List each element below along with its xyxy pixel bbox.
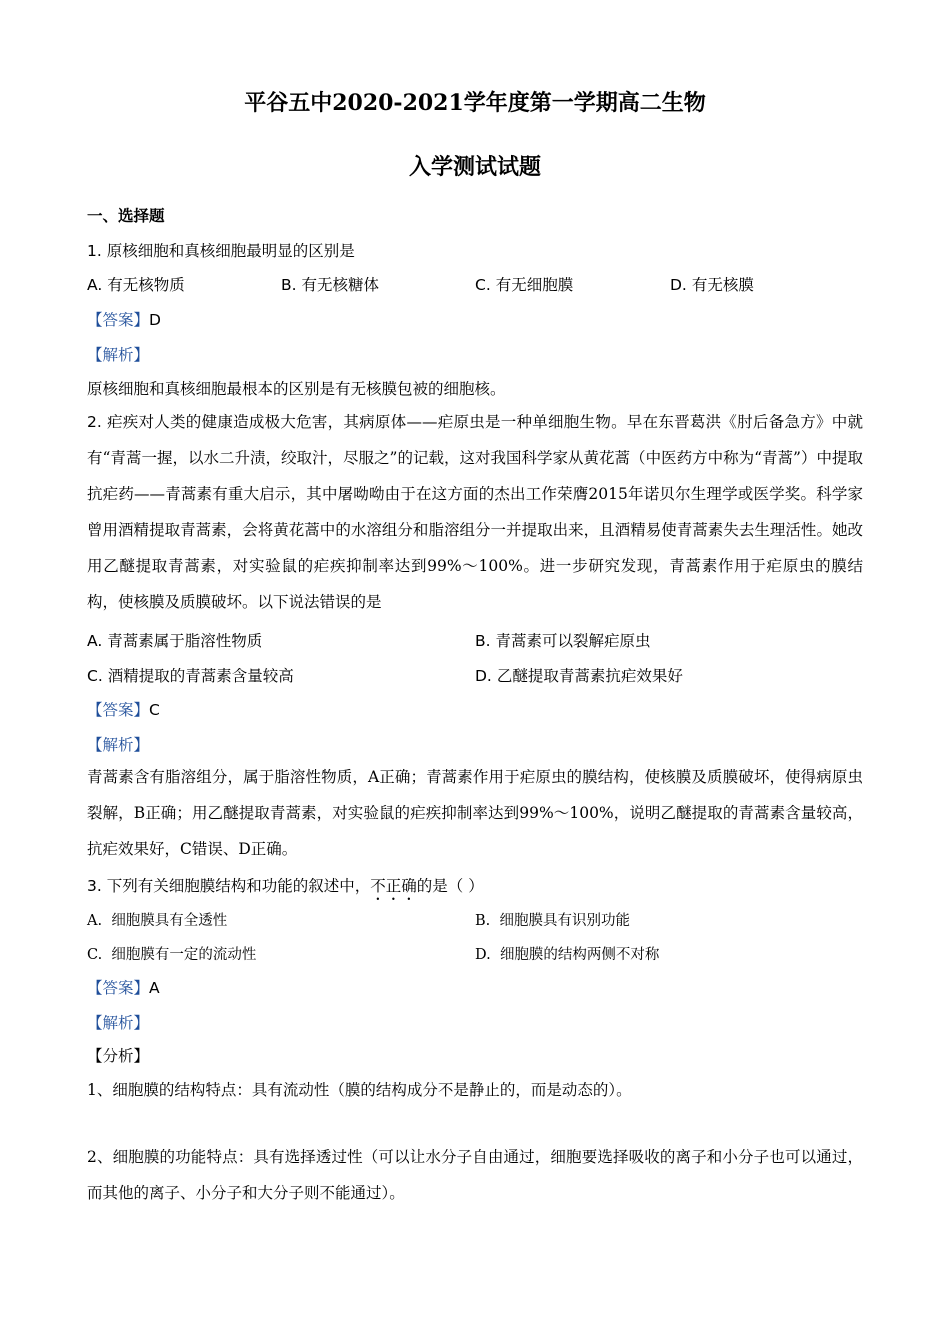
question-number: 1. xyxy=(87,242,102,260)
answer-value: D xyxy=(149,311,161,329)
question-3-analysis-tag xyxy=(87,1012,149,1034)
option-letter: D. xyxy=(670,276,687,294)
option-letter: C. xyxy=(87,947,103,963)
option-letter: B. xyxy=(281,276,297,294)
option-b xyxy=(475,910,630,932)
option-text: 有无核糖体 xyxy=(301,276,380,294)
answer-value: C xyxy=(149,701,160,719)
option-a xyxy=(87,910,227,932)
option-c xyxy=(87,944,256,966)
option-letter: A. xyxy=(87,632,103,650)
answer-tag: 【答案】 xyxy=(87,701,150,719)
question-2-stem xyxy=(87,404,863,620)
question-number: 3. xyxy=(87,877,102,895)
question-3-point-2: 2、细胞膜的功能特点：具有选择透过性（可以让水分子自由通过，细胞要选择吸收的离子和小分子也可以通过，而其他的离子、小分子和大分子则不能通过）。 xyxy=(87,1148,863,1202)
option-letter: C. xyxy=(475,276,491,294)
question-text: 原核细胞和真核细胞最明显的区别是 xyxy=(106,242,355,260)
question-2-analysis: 青蒿素含有脂溶组分，属于脂溶性物质，A正确；青蒿素作用于疟原虫的膜结构，使核膜及质膜破坏，使得病原虫裂解，B正确；用乙醚提取青蒿素，对实验鼠的疟疾抑制率达到99%～100%，说明乙醚提取的青蒿素含量较高，抗疟效果好，C错误、D正确。 xyxy=(87,768,863,858)
option-letter: C. xyxy=(87,667,103,685)
option-text: 细胞膜具有识别功能 xyxy=(499,913,630,929)
option-letter: D. xyxy=(475,667,492,685)
analysis-tag: 【解析】 xyxy=(87,346,150,364)
option-text: 细胞膜的结构两侧不对称 xyxy=(499,947,660,963)
option-text: 有无核膜 xyxy=(691,276,754,294)
answer-value: A xyxy=(149,979,160,997)
section-heading: 一、选择题 xyxy=(87,206,165,225)
question-2-answer xyxy=(87,699,160,721)
option-letter: A. xyxy=(87,913,103,929)
question-text: 下列有关细胞膜结构和功能的叙述中， xyxy=(106,877,371,895)
option-letter: D. xyxy=(475,947,491,963)
question-text: 疟疾对人类的健康造成极大危害，其病原体——疟原虫是一种单细胞生物。早在东晋葛洪《肘后备急方》中就有“青蒿一握，以水二升渍，绞取汁，尽服之”的记载，这对我国科学家从黄花蒿（中医药方中称为“青蒿”）中提取抗疟药——青蒿素有重大启示，其中屠呦呦由于在这方面的杰出工作荣膺2015年诺贝尔生理学或医学奖。科学家曾用酒精提取青蒿素，会将黄花蒿中的水溶组分和脂溶组分一并提取出来，且酒精易使青蒿素失去生理活性。她改用乙醚提取青蒿素，对实验鼠的疟疾抑制率达到99%～100%。进一步研究发现，青蒿素作用于疟原虫的膜结构，使核膜及质膜破坏。以下说法错误的是 xyxy=(87,413,863,611)
option-text: 青蒿素属于脂溶性物质 xyxy=(107,632,263,650)
question-2-analysis-tag xyxy=(87,734,149,756)
question-emphasis: 不正确 xyxy=(370,877,417,895)
analysis-tag: 【解析】 xyxy=(87,1014,150,1032)
option-b xyxy=(281,274,379,296)
option-d xyxy=(475,944,659,966)
option-a xyxy=(87,630,262,652)
option-text: 有无细胞膜 xyxy=(495,276,574,294)
analysis-tag: 【解析】 xyxy=(87,736,150,754)
option-letter: A. xyxy=(87,276,103,294)
option-c xyxy=(475,274,573,296)
question-number: 2. xyxy=(87,413,102,431)
question-1-analysis: 原核细胞和真核细胞最根本的区别是有无核膜包被的细胞核。 xyxy=(87,380,506,398)
option-text: 细胞膜有一定的流动性 xyxy=(111,947,257,963)
option-letter: B. xyxy=(475,913,491,929)
answer-tag: 【答案】 xyxy=(87,979,150,997)
question-3-point-1: 1、细胞膜的结构特点：具有流动性（膜的结构成分不是静止的，而是动态的）。 xyxy=(87,1081,632,1099)
option-c xyxy=(87,665,294,687)
question-3-fenxi-tag: 【分析】 xyxy=(87,1047,150,1065)
question-1-analysis-tag xyxy=(87,344,149,366)
question-text-end: 的是（ ） xyxy=(416,877,484,895)
answer-tag: 【答案】 xyxy=(87,311,150,329)
option-text: 乙醚提取青蒿素抗疟效果好 xyxy=(496,667,683,685)
option-letter: B. xyxy=(475,632,491,650)
title-line-1: 平谷五中2020-2021学年度第一学期高二生物 xyxy=(244,90,706,116)
question-1-answer xyxy=(87,309,161,331)
option-text: 青蒿素可以裂解疟原虫 xyxy=(495,632,651,650)
title-line-2: 入学测试试题 xyxy=(408,154,541,180)
option-text: 细胞膜具有全透性 xyxy=(111,913,228,929)
option-a xyxy=(87,274,185,296)
option-d xyxy=(475,665,683,687)
question-1-stem xyxy=(87,240,355,262)
question-3-answer xyxy=(87,977,160,999)
option-d xyxy=(670,274,754,296)
option-text: 有无核物质 xyxy=(107,276,185,294)
option-b xyxy=(475,630,651,652)
question-3-stem xyxy=(87,875,484,904)
option-text: 酒精提取的青蒿素含量较高 xyxy=(107,667,294,685)
